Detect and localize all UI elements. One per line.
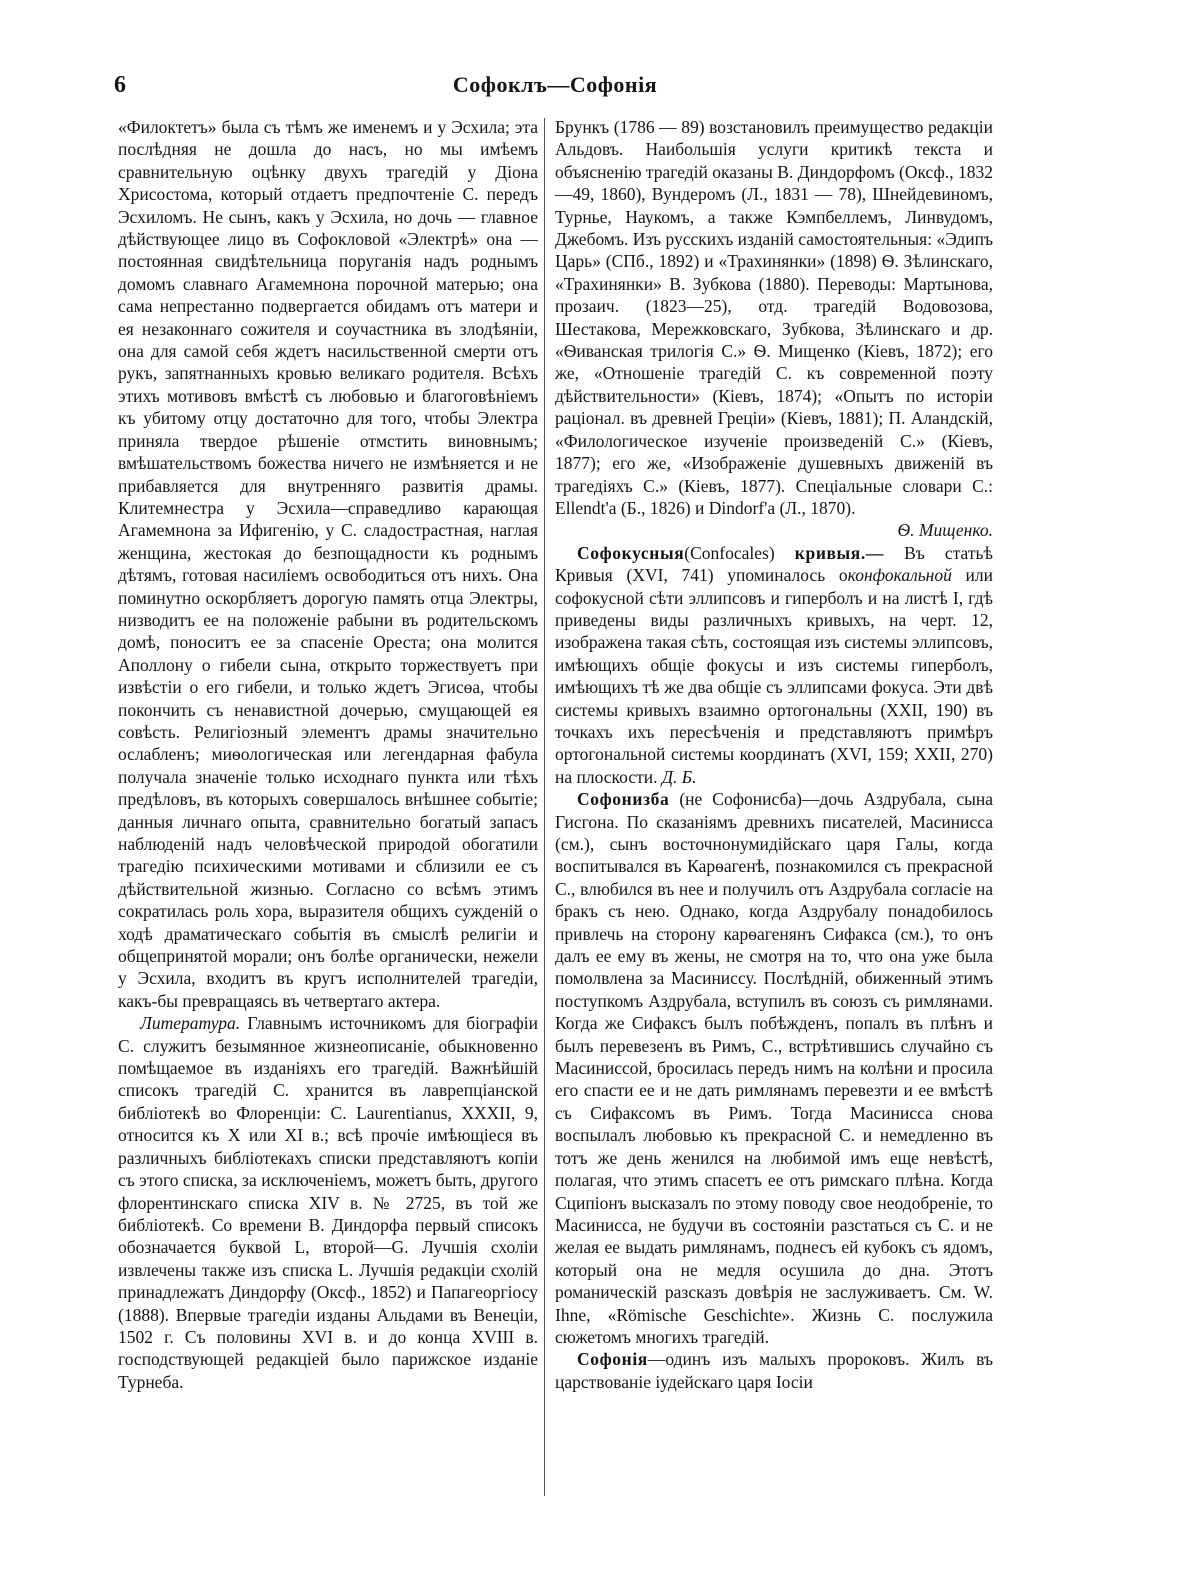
literature-label: Литература.: [140, 1013, 241, 1034]
page-header: [114, 72, 996, 106]
author-signature: Ѳ. Мищенко.: [897, 520, 993, 541]
headword: Софонія: [577, 1349, 648, 1370]
headword: Софокусныя: [577, 542, 685, 563]
headword-latin: (Confocales): [684, 542, 775, 563]
entry-sophonisba: [555, 788, 993, 1348]
entry-confocal-curves: [555, 542, 993, 788]
entry-zephaniah: [555, 1348, 993, 1393]
column-divider: [544, 118, 545, 1496]
page-number: 6: [114, 72, 126, 98]
article-paragraph: Брункъ (1786 — 89) возстановилъ преимущество редакціи Альдовъ. Наибольшія услуги критикѣ текста и объясненію трагедій оказаны В. Диндорфомъ (Оксф., 1832—49, 1860), Вундеромъ (Л., 1831 — 78), Шнейдевиномъ, Турнье, Наукомъ, а также Кэмпбеллемъ, Линвудомъ, Джебомъ. Изъ русскихъ изданій самостоятельныя: «Эдипъ Царь» (СПб., 1892) и «Трахинянки» (1898) Ѳ. Зѣлинскаго, «Трахинянки» В. Зубкова (1880). Переводы: Мартынова, прозаич. (1823—25), отд. трагедій Водовозова, Шестакова, Мережковскаго, Зубкова, Зѣлинскаго и др. «Ѳиванская трилогія С.» Ѳ. Мищенко (Кіевъ, 1872); его же, «Отношеніе трагедій С. къ современной поэту дѣйствительности» (Кіевъ, 1874); «Опытъ по исторіи раціонал. въ древней Греціи» (Кіевъ, 1881); П. Аландскій, «Филологическое изученіе произведеній С.» (Кіевъ, 1877); его же, «Изображеніе душевныхъ движеній въ трагедіяхъ С.» (Кіевъ, 1877). Спеціальные словари С.: Ellendt'а (Б., 1826) и Dindorf'а (Л., 1870).: [555, 117, 993, 518]
running-head: Софоклъ—Софонія: [452, 72, 658, 97]
entry-italic-term: конфокальной: [847, 565, 952, 586]
entry-text: Въ статьѣ Кривыя (XVI, 741) упоминалось о: [555, 542, 993, 586]
literature-text: Главнымъ источникомъ для біографіи С. служитъ безымянное жизнеописаніе, обыкновенно помѣщаемое въ изданіяхъ его трагедій. Важнѣйшій списокъ трагедій С. хранится въ лаврепціанской библіотекѣ во Флоренціи: C. Laurentianus, XXXII, 9, относится къ X или XI в.; всѣ прочіе имѣющіеся въ различныхъ библіотекахъ списки представляютъ копіи съ этого списка, за исключеніемъ, можетъ быть, другого флорентинскаго списка XIV в. № 2725, въ той же библіотекѣ. Со времени В. Диндорфа первый списокъ обозначается буквой L, второй—G. Лучшія схоліи извлечены также изъ списка L. Лучшія редакціи схолій принадлежатъ Диндорфу (Оксф., 1852) и Папагеоргіосу (1888). Впервые трагедіи изданы Альдами въ Венеціи, 1502 г. Съ половины XVI в. и до конца XVIII в. господствующей редакціей было парижское изданіе Турнеба.: [118, 1013, 538, 1392]
entry-text: —одинъ изъ малыхъ пророковъ. Жилъ въ царствованіе іудейскаго царя Іосіи: [555, 1349, 993, 1392]
headword: Софонизба: [577, 789, 670, 810]
left-column: [118, 116, 538, 1393]
right-column: [555, 116, 993, 1393]
entry-text: или софокусной сѣти эллипсовъ и гиперболъ и на листѣ I, гдѣ приведены виды различныхъ кривыхъ, на черт. 12, изображена такая сѣть, состоящая изъ системы эллипсовъ, имѣющихъ общіе фокусы и изъ системы гиперболъ, имѣющихъ тѣ же два общіе съ эллипсами фокуса. Эти двѣ системы кривыхъ взаимно ортогональны (XXII, 190) въ точкахъ ихъ пересѣченія и представляютъ примѣръ ортогональной системы координатъ (XVI, 159; XXII, 270) на плоскости.: [555, 565, 993, 787]
headword-suffix: кривыя.—: [794, 542, 884, 563]
entry-text: (не Софонисба)—дочь Аздрубала, сына Гисгона. По сказаніямъ древнихъ писателей, Масинисса (см.), сынъ восточнонумидійскаго царя Галы, когда воспитывался въ Карѳагенѣ, познакомился съ прекрасной С., влюбился въ нее и получилъ отъ Аздрубала согласіе на бракъ съ нею. Однако, когда Аздрубалу понадобилось привлечь на сторону карѳагенянъ Сифакса (см.), то онъ далъ ее ему въ жены, не смотря на то, что она уже была помолвлена за Масиниссу. Послѣдній, обиженный этимъ поступкомъ Аздрубала, вступилъ въ союзъ съ римлянами. Когда же Сифаксъ былъ побѣжденъ, попалъ въ плѣнъ и былъ перевезенъ въ Римъ, С., встрѣтившись случайно съ Масиниссой, бросилась передъ нимъ на колѣни и просила его спасти ее и не дать римлянамъ перевезти и ее вмѣстѣ съ Сифаксомъ въ Римъ. Тогда Масинисса снова воспылалъ любовью къ прекрасной С. и немедленно въ тотъ же день женился на любимой имъ еще невѣстѣ, полагая, что этимъ спасетъ ее отъ римскаго плѣна. Когда Сципіонъ высказалъ по этому поводу свое неодобреніе, то Масинисса, не будучи въ состояніи разстаться съ С. и не желая ее выдать римлянамъ, поднесъ ей кубокъ съ ядомъ, который она не медля осушила до дна. Этотъ романическій разсказъ довѣрія не заслуживаетъ. См. W. Ihne, «Römische Geschichte». Жизнь С. послужила сюжетомъ многихъ трагедій.: [555, 789, 993, 1347]
literature-paragraph: [118, 1012, 538, 1393]
author-signature: Д. Б.: [661, 766, 697, 787]
article-paragraph: «Филоктетъ» была съ тѣмъ же именемъ и у Эсхила; эта послѣдняя не дошла до насъ, но мы имѣемъ сравнительную оцѣнку двухъ трагедій у Діона Хрисостома, который отдаетъ предпочтеніе С. передъ Эсхиломъ. Не сынъ, какъ у Эсхила, но дочь — главное дѣйствующее лицо въ Софокловой «Электрѣ» она — постоянная свидѣтельница поруганія надъ роднымъ домомъ славнаго Агамемнона порочной матерью; она сама непрестанно подвергается обидамъ отъ матери и ея незаконнаго сожителя и соучастника въ злодѣяніи, она для самой себя ждетъ насильственной смерти отъ рукъ, запятнанныхъ кровью великаго родителя. Всѣхъ этихъ мотивовъ вмѣстѣ съ любовью и благоговѣніемъ къ убитому отцу достаточно для того, чтобы Электра приняла твердое рѣшеніе отмстить виновнымъ; вмѣшательствомъ божества ничего не измѣняется и не прибавляется для внутренняго развитія драмы. Клитемнестра у Эсхила—справедливо карающая Агамемнона за Ифигенію, у С. сладострастная, наглая женщина, жестокая до безпощадности къ роднымъ дѣтямъ, готовая насиліемъ освободиться отъ нихъ. Она поминутно оскорбляетъ дорогую память отца Электры, низводитъ ее на положеніе рабыни въ родительскомъ домѣ, поноситъ ее за спасеніе Ореста; она молится Аполлону о гибели сына, открыто торжествуетъ при извѣстіи о его гибели, и только ждетъ Эгисѳа, чтобы покончить съ ненавистной дочерью, смущающей ея совѣсть. Религіозный элементъ драмы значительно ослабленъ; миѳологическая или легендарная фабула получала значеніе только исходнаго пункта или тѣхъ предѣловъ, въ которыхъ совершалось внѣшнее событіе; данныя личнаго опыта, сравнительно богатый запасъ наблюденій надъ человѣческой природой обогатили трагедію психическими мотивами и сблизили ее съ дѣйствительной жизнью. Согласно со всѣмъ этимъ сократилась роль хора, выразителя общихъ сужденій о ходѣ драматическаго событія въ смыслѣ религіи и общепринятой морали; онъ болѣе органически, нежели у Эсхила, входитъ въ кругъ исполнителей трагедіи, какъ-бы превращаясь въ четвертаго актера.: [118, 117, 538, 1011]
